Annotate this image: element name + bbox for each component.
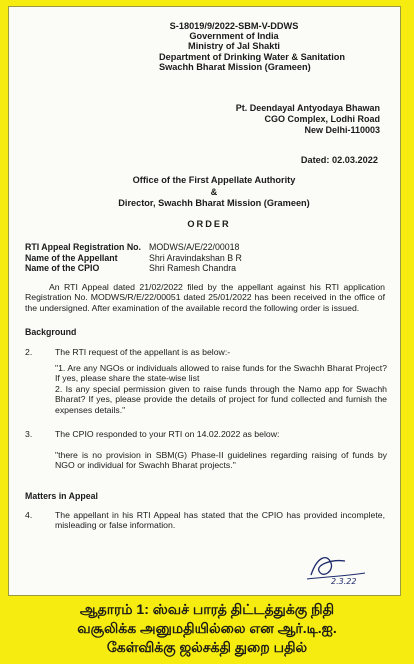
- cpio-value: Shri Ramesh Chandra: [149, 263, 237, 273]
- matters-in-appeal-heading: Matters in Appeal: [25, 491, 98, 501]
- cpio-row: [25, 263, 385, 274]
- letterhead-government: Government of India: [189, 31, 279, 42]
- appeal-details: [25, 242, 385, 274]
- background-heading: Background: [25, 327, 77, 337]
- item-4-text: The appellant in his RTI Appeal has stated that the CPIO has provided incomplete, misleading or false information.: [55, 510, 385, 531]
- item-4-number: 4.: [25, 510, 33, 520]
- authority-line-1: Office of the First Appellate Authority: [132, 175, 296, 185]
- signature-date: 2.3.22: [331, 577, 357, 586]
- document-page: [8, 6, 401, 596]
- office-address: [236, 103, 380, 136]
- letterhead-department: Department of Drinking Water & Sanitation: [159, 51, 345, 62]
- registration-value: MODWS/A/E/22/00018: [149, 242, 240, 252]
- item-2-text: The RTI request of the appellant is as below:-: [55, 347, 231, 357]
- cpio-response-quote: "there is no provision in SBM(G) Phase-II guidelines regarding raising of funds by NGO or individual for Swachh Bharat projects.": [55, 450, 387, 471]
- address-line-1: Pt. Deendayal Antyodaya Bhawan: [235, 103, 380, 113]
- appellant-value: Shri Aravindakshan B R: [149, 252, 242, 263]
- letterhead: [159, 21, 345, 72]
- caption-line-3: கேள்விக்கு ஜல்சக்தி துறை பதில்: [106, 639, 308, 655]
- order-date: Dated: 02.03.2022: [300, 155, 378, 165]
- item-3-text: The CPIO responded to your RTI on 14.02.2022 as below:: [55, 429, 280, 439]
- address-line-2: CGO Complex, Lodhi Road: [264, 114, 380, 124]
- caption: [0, 600, 414, 657]
- item-3-number: 3.: [25, 429, 33, 439]
- authority-heading: [114, 175, 314, 210]
- item-2-number: 2.: [25, 347, 33, 357]
- rti-question-2: 2. Is any special permission given to raise funds through the Namo app for Swachh Bharat? If yes, please provide the details of project for fund collected and furnish the expenses details.": [55, 384, 387, 415]
- cpio-label: Name of the CPIO: [25, 263, 100, 273]
- intro-paragraph: An RTI Appeal dated 21/02/2022 filed by the appellant against his RTI application Registration No. MODWS/R/E/22/00051 dated 25/01/2022 has been received in the office of the undersigned. After examination of the available record the following order is issued.: [25, 282, 385, 313]
- caption-line-2: வசூலிக்க அனுமதியில்லை என ஆர்.டி.ஐ.: [77, 620, 337, 636]
- signature-mark: [301, 549, 371, 587]
- appellant-row: [25, 253, 385, 264]
- caption-line-1: ஆதாரம் 1: ஸ்வச் பாரத் திட்டத்துக்கு நிதி: [79, 601, 335, 617]
- registration-row: [25, 242, 385, 253]
- authority-ampersand: &: [210, 186, 218, 197]
- rti-question-1: "1. Are any NGOs or individuals allowed to raise funds for the Swachh Bharat Project? If yes, please share the state-wise list: [55, 363, 387, 384]
- letterhead-ministry: Ministry of Jal Shakti: [188, 41, 280, 52]
- appellant-label: Name of the Appellant: [25, 252, 118, 263]
- reference-number: S-18019/9/2022-SBM-V-DDWS: [169, 21, 299, 31]
- registration-label: RTI Appeal Registration No.: [25, 242, 141, 252]
- letterhead-mission: Swachh Bharat Mission (Grameen): [159, 61, 311, 72]
- authority-line-2: Director, Swachh Bharat Mission (Grameen): [118, 198, 310, 208]
- order-title: ORDER: [187, 219, 231, 229]
- address-line-3: New Delhi-110003: [304, 125, 380, 135]
